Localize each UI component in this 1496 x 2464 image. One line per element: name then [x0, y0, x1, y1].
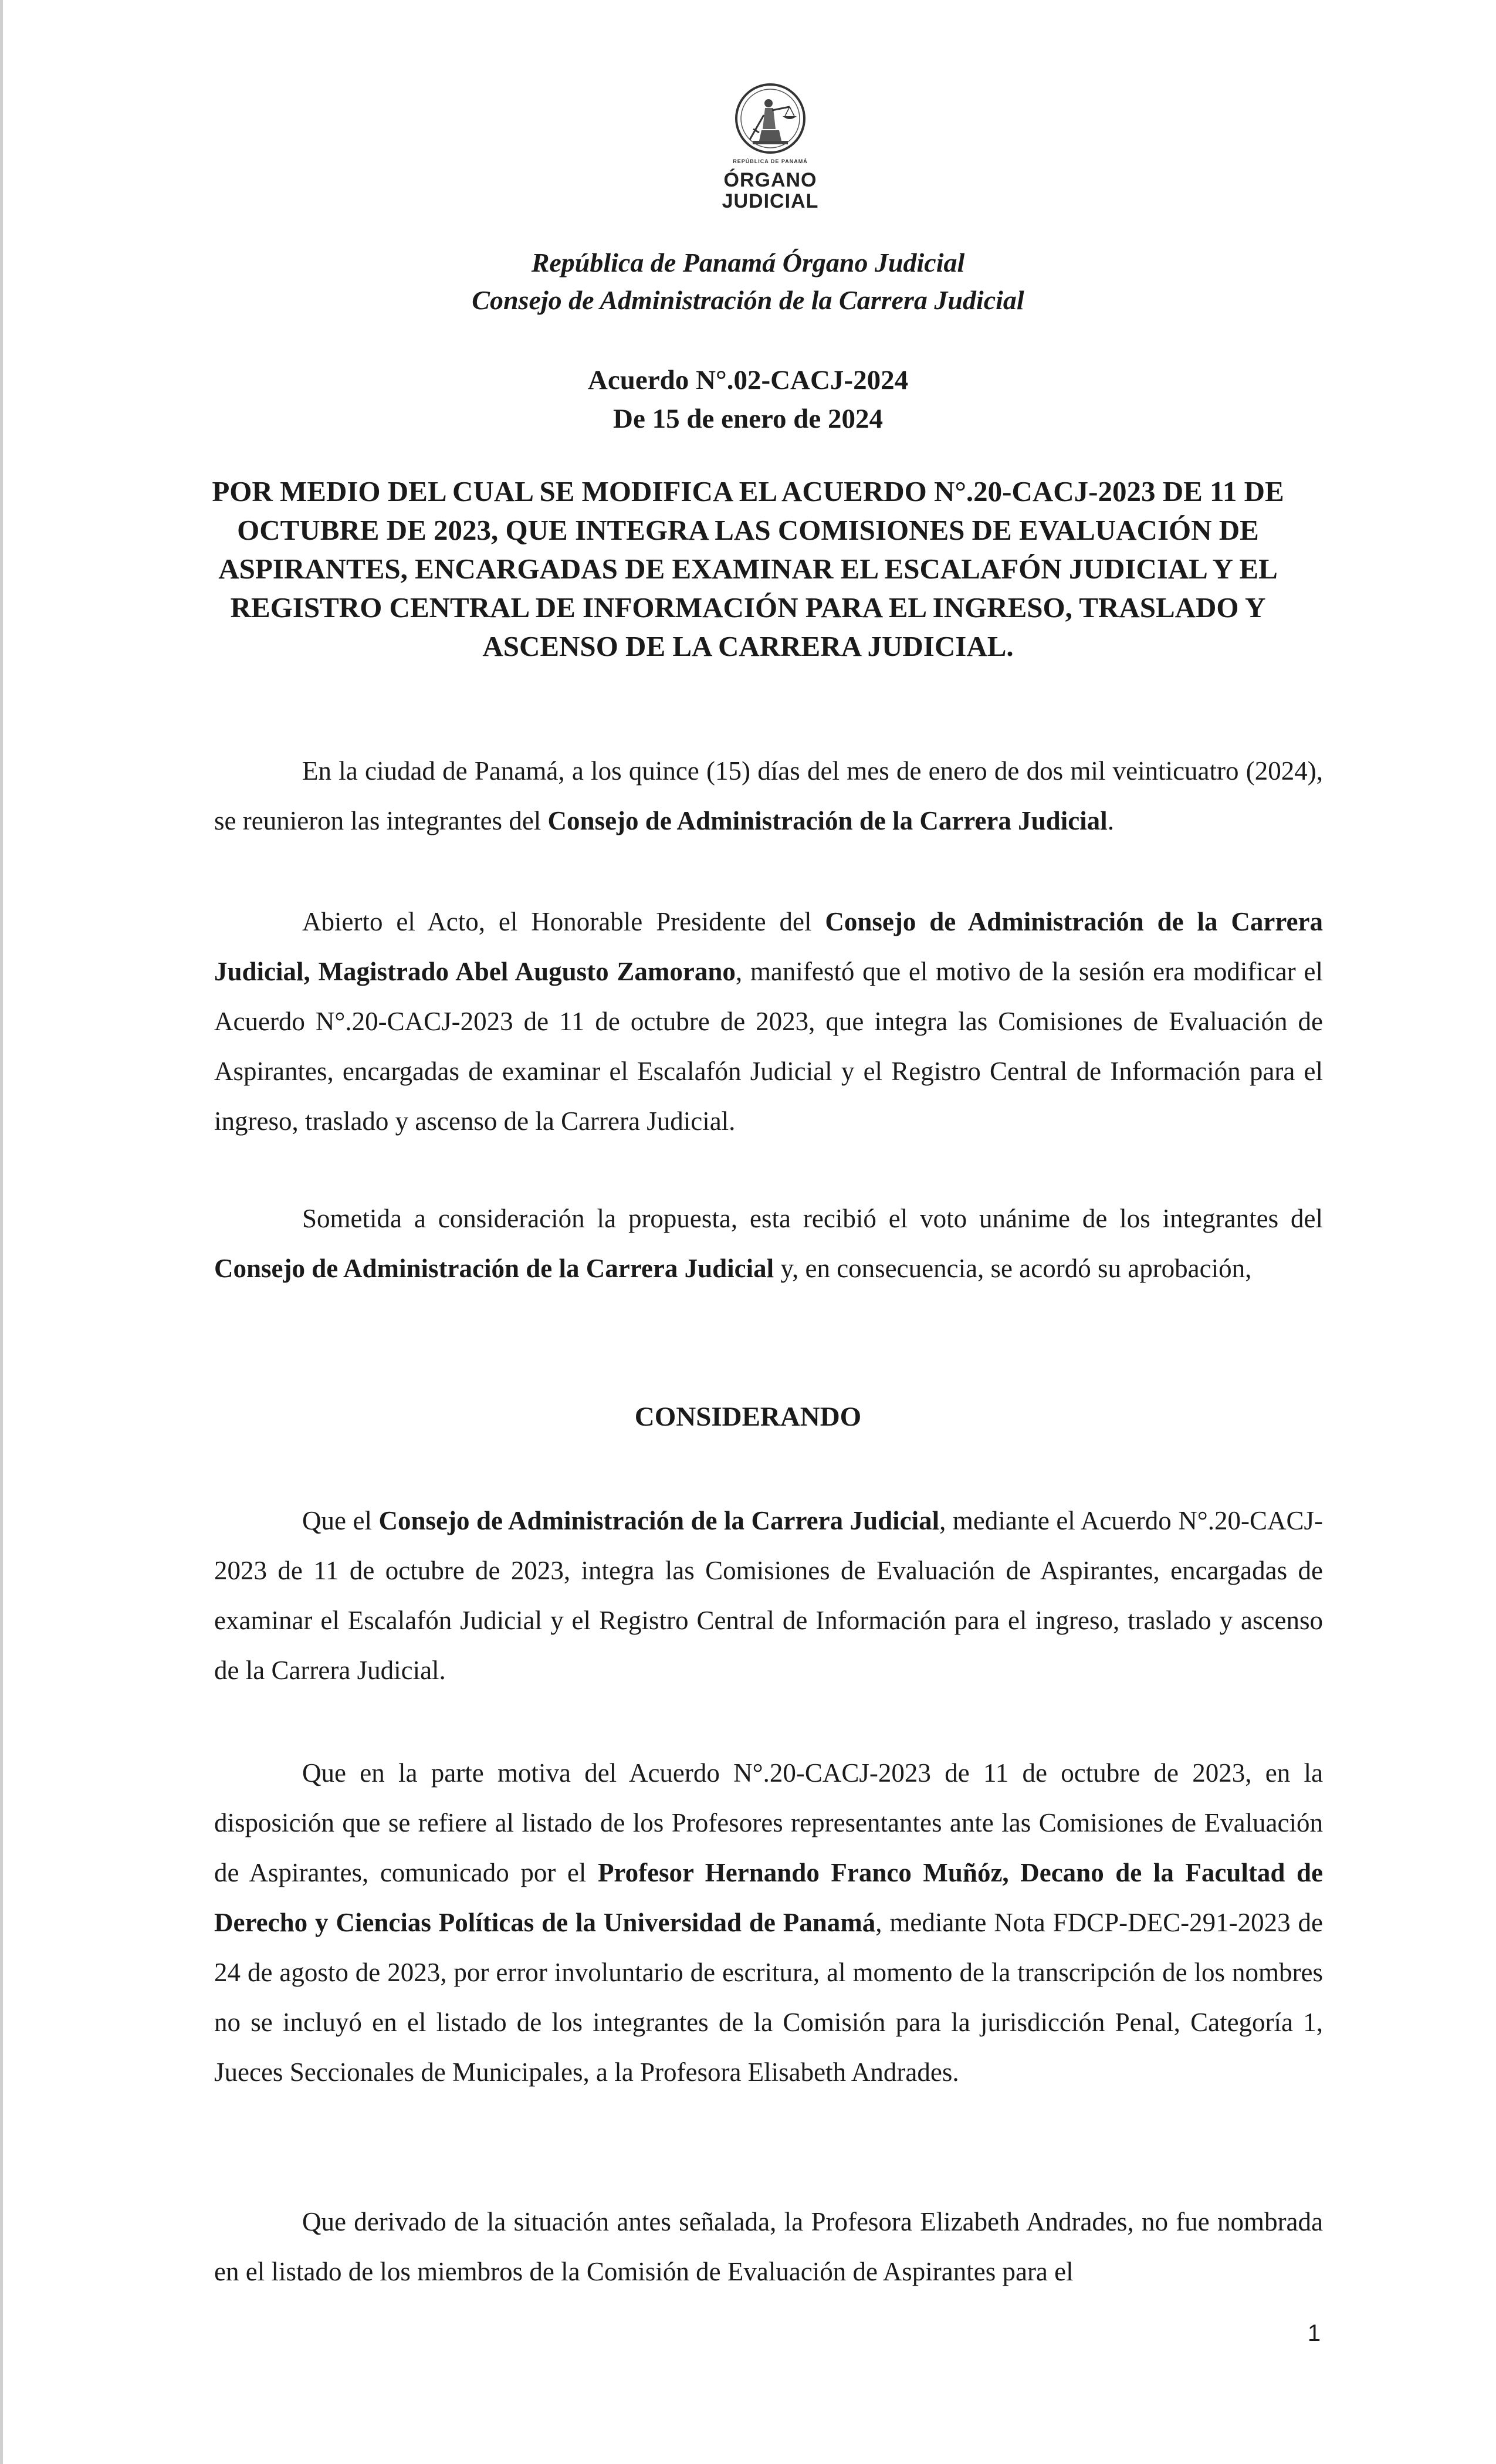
considerando-heading: CONSIDERANDO: [634, 1402, 862, 1432]
paragraph-3-text-b: y, en consecuencia, se acordó su aprobación,: [774, 1254, 1252, 1283]
paragraph-3: [214, 1194, 1323, 1294]
paragraph-2-text-b: , manifestó que el motivo de la sesión era modificar el Acuerdo N°.20-CACJ-2023 de 11 de octubre de 2023, que integra las Comisiones de Evaluación de Aspirantes, encargadas de examinar el Escalafón Judicial y el Registro Central de Información para el ingreso, traslado y ascenso de la Carrera Judicial.: [214, 957, 1323, 1136]
page-number: 1: [1307, 2320, 1321, 2346]
paragraph-2-text-a: Abierto el Acto, el Honorable Presidente del: [302, 907, 825, 936]
paragraph-4-text-a: Que el: [302, 1506, 379, 1535]
paragraph-5-text-a: Que en la parte motiva del Acuerdo N°.20-CACJ-2023 de 11 de octubre de 2023, en la disposición que se refiere al listado de los Profesores representantes ante las Comisiones de Evaluación de Aspirantes, comunicado por el: [214, 1758, 1323, 1887]
paragraph-4: [214, 1496, 1323, 1695]
agreement-date: De 15 de enero de 2024: [613, 404, 883, 434]
paragraph-2: [214, 897, 1323, 1146]
paragraph-5-bold: Profesor Hernando Franco Muñóz, Decano de la Facultad de Derecho y Ciencias Políticas de la Universidad de Panamá: [214, 1858, 1323, 1937]
paragraph-1-text-b: .: [1107, 806, 1114, 835]
logo-micro-text: REPÚBLICA DE PANAMÁ: [733, 158, 808, 164]
paragraph-4-bold: Consejo de Administración de la Carrera Judicial: [378, 1506, 940, 1535]
header-council-line: Consejo de Administración de la Carrera Judicial: [472, 285, 1024, 315]
agreement-title: POR MEDIO DEL CUAL SE MODIFICA EL ACUERDO N°.20-CACJ-2023 DE 11 DE OCTUBRE DE 2023, QUE INTEGRA LAS COMISIONES DE EVALUACIÓN DE ASPIRANTES, ENCARGADAS DE EXAMINAR EL ESCALAFÓN JUDICIAL Y EL REGISTRO CENTRAL DE INFORMACIÓN PARA EL INGRESO, TRASLADO Y ASCENSO DE LA CARRERA JUDICIAL.: [212, 475, 1284, 662]
paragraph-3-text-a: Sometida a consideración la propuesta, esta recibió el voto unánime de los integrantes del: [302, 1204, 1323, 1233]
agreement-number: Acuerdo N°.02-CACJ-2024: [587, 365, 909, 395]
paragraph-3-bold: Consejo de Administración de la Carrera Judicial: [214, 1254, 774, 1283]
justice-scales-seal-icon: [720, 82, 820, 158]
paragraph-2-bold: Consejo de Administración de la Carrera Judicial, Magistrado Abel Augusto Zamorano: [214, 907, 1323, 986]
paragraph-1-bold: Consejo de Administración de la Carrera Judicial: [547, 806, 1108, 835]
paragraph-6-text-a: Que derivado de la situación antes señalada, la Profesora Elizabeth Andrades, no fue nombrada en el listado de los miembros de la Comisión de Evaluación de Aspirantes para el: [214, 2207, 1323, 2286]
organo-judicial-logo: [720, 82, 820, 214]
paragraph-1: [214, 746, 1323, 846]
paragraph-4-text-b: , mediante el Acuerdo N°.20-CACJ-2023 de 11 de octubre de 2023, integra las Comisiones de Evaluación de Aspirantes, encargadas de examinar el Escalafón Judicial y el Registro Central de Información para el ingreso, traslado y ascenso de la Carrera Judicial.: [214, 1506, 1324, 1685]
paragraph-1-text-a: En la ciudad de Panamá, a los quince (15) días del mes de enero de dos mil veinticuatro (2024), se reunieron las integrantes del: [214, 756, 1323, 835]
logo-text-organo: ÓRGANO: [723, 169, 817, 191]
paragraph-5-text-b: , mediante Nota FDCP-DEC-291-2023 de 24 de agosto de 2023, por error involuntario de escritura, al momento de la transcripción de los nombres no se incluyó en el listado de los integrantes de la Comisión para la jurisdicción Penal, Categoría 1, Jueces Seccionales de Municipales, a la Profesora Elisabeth Andrades.: [214, 1908, 1323, 2087]
header-republic-line: República de Panamá Órgano Judicial: [531, 248, 965, 277]
paragraph-6: [214, 2197, 1323, 2297]
paragraph-5: [214, 1748, 1323, 2097]
logo-text-judicial: JUDICIAL: [722, 190, 819, 212]
